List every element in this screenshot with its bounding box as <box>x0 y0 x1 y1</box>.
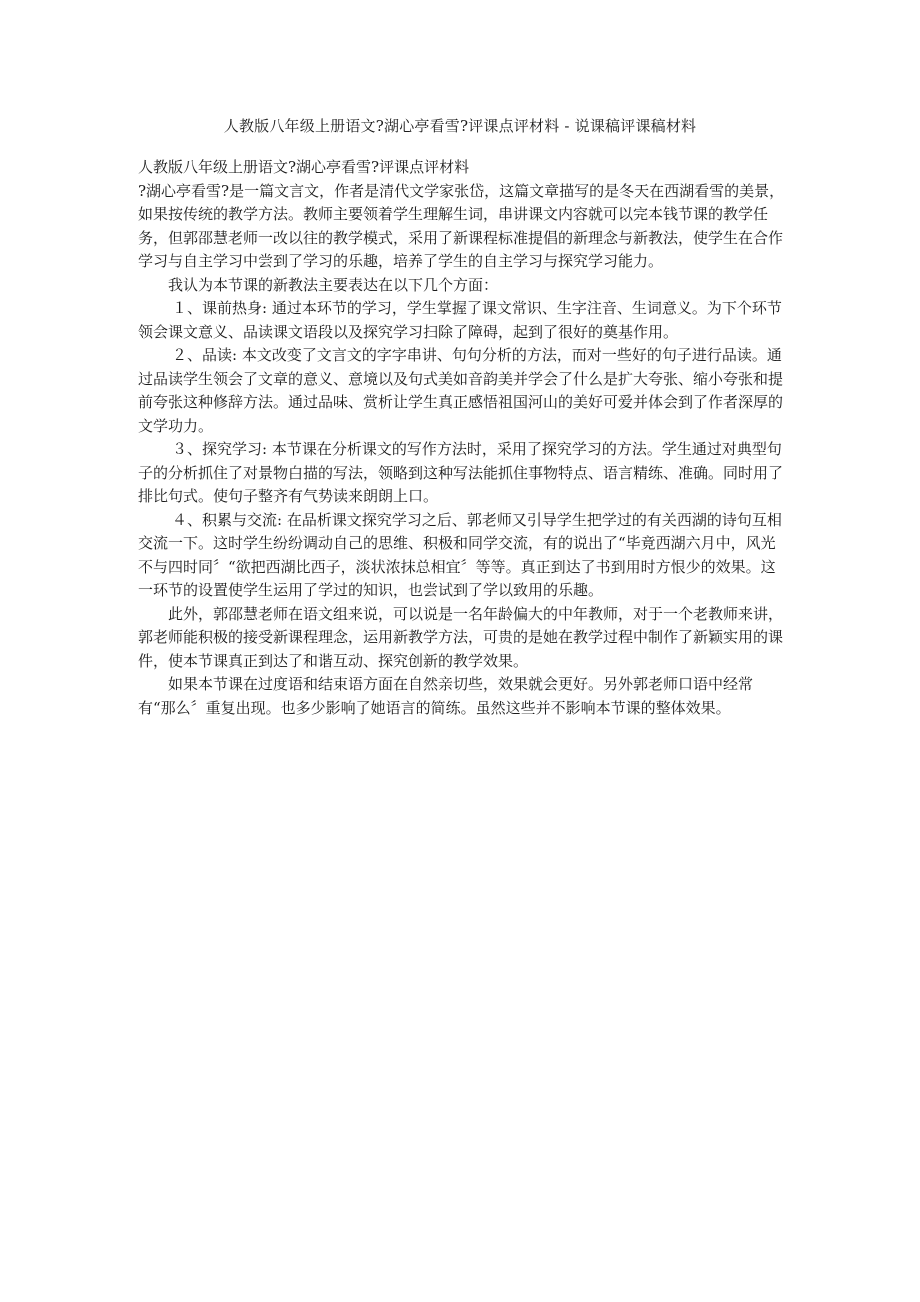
paragraph-intro: ?湖心亭看雪?是一篇文言文，作者是清代文学家张岱，这篇文章描写的是冬天在西湖看雪的美景，如果按传统的教学方法。教师主要领着学生理解生词，串讲课文内容就可以完本钱节课的教学任务，但郭邵慧老师一改以往的教学模式，采用了新课程标准提倡的新理念与新教法，使学生在合作学习与自主学习中尝到了学习的乐趣，培养了学生的自主学习与探究学习能力。 <box>138 181 785 270</box>
paragraph-aspects-lead: 我认为本节课的新教法主要表达在以下几个方面： <box>168 275 499 294</box>
document-title: 人教版八年级上册语文?湖心亭看雪?评课点评材料 - 说课稿评课稿材料 <box>223 117 697 135</box>
document-subtitle: 人教版八年级上册语文?湖心亭看雪?评课点评材料 <box>138 158 470 176</box>
paragraph-point-4: ４、积累与交流: 在品析课文探究学习之后、郭老师又引导学生把学过的有关西湖的诗句互相交流一下。这时学生纷纷调动自己的思维、积极和同学交流，有的说出了“毕竟西湖六月中，风光不与四时同〞“欲把西湖比西子，淡状浓抹总相宜〞等等。真正到达了书到用时方恨少的效果。这一环节的设置使学生运用了学过的知识，也尝试到了学以致用的乐趣。 <box>138 510 782 599</box>
paragraph-suggestion: 如果本节课在过度语和结束语方面在自然亲切些，效果就会更好。另外郭老师口语中经常有“那么〞重复出现。也多少影响了她语言的简练。虽然这些并不影响本节课的整体效果。 <box>138 675 754 717</box>
paragraph-point-1: １、课前热身: 通过本环节的学习，学生掌握了课文常识、生字注音、生词意义。为下个环节领会课文意义、品读课文语段以及探究学习扫除了障碍，起到了很好的奠基作用。 <box>138 299 782 341</box>
paragraph-teacher: 此外，郭邵慧老师在语文组来说，可以说是一名年龄偏大的中年教师，对于一个老教师来讲，郭老师能积极的接受新课程理念，运用新教学方法，可贵的是她在教学过程中制作了新颖实用的课件，使本节课真正到达了和谐互动、探究创新的教学效果。 <box>138 604 784 670</box>
paragraph-point-2: ２、品读: 本文改变了文言文的字字串讲、句句分析的方法，而对一些好的句子进行品读。通过品读学生领会了文章的意义、意境以及句式美如音韵美并学会了什么是扩大夸张、缩小夸张和提前夸张这种修辞方法。通过品味、赏析让学生真正感悟祖国河山的美好可爱并体会到了作者深厚的文学功力。 <box>138 346 784 435</box>
paragraph-point-3: ３、探究学习: 本节课在分析课文的写作方法时，采用了探究学习的方法。学生通过对典型句子的分析抓住了对景物白描的写法，领略到这种写法能抓住事物特点、语言精练、准确。同时用了排比句式。使句子整齐有气势读来朗朗上口。 <box>138 440 784 505</box>
document-body <box>138 156 788 720</box>
